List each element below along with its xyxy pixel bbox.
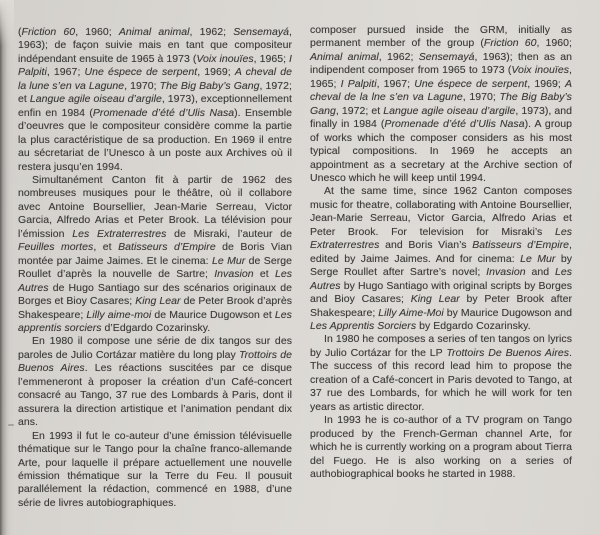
- work-title-italic: Feuilles mortes: [18, 241, 94, 254]
- body-text: , 1972; et: [18, 79, 292, 106]
- body-text: , 1969;: [527, 77, 565, 90]
- body-text: , 1962;: [378, 50, 419, 63]
- work-title-italic: Une éspece de serpent: [84, 66, 198, 79]
- work-title-italic: Voix inouïes: [196, 52, 254, 65]
- body-text: de Hugo Santiago sur des scénarios originaux de Borges et Bioy Casares;: [18, 281, 292, 308]
- work-title-italic: Lilly aime-moi: [86, 308, 152, 321]
- body-text: , 1963); de façon suivie mais en tant que compositeur indépendant ensuite de 1965 à 1973 (: [18, 26, 292, 65]
- work-title-italic: Une éspece de serpent: [414, 77, 528, 90]
- body-text: In 1993 he is co-author of a TV program on Tango produced by the French-German channel Arte, for which he is currently working on a program about Tierra del Fuego. He is also working on a series of authobiographical books he started in 1988.: [310, 414, 572, 480]
- work-title-italic: The Big Baby’s Gang: [310, 91, 572, 117]
- work-title-italic: Les Apprentis Sorciers: [310, 319, 417, 332]
- work-title-italic: A cheval de la lune s’en va Lagune: [18, 66, 292, 92]
- scan-edge-shadow: [0, 0, 14, 535]
- work-title-italic: Batisseurs d’Empire: [118, 241, 216, 254]
- body-text: , 1960;: [75, 26, 119, 38]
- left-column-french-text: [18, 26, 292, 510]
- body-text: , 1967;: [46, 66, 85, 79]
- body-text: En 1980 il compose une série de dix tangos sur des paroles de Julio Cortázar matière du long play: [18, 335, 292, 361]
- body-text: composer pursued inside the GRM, initially as permanent member of the group (: [310, 24, 572, 50]
- body-text: de Boris Vian montée par Jaime Jaimes. Et le cinema:: [18, 241, 292, 267]
- body-text: de Misraki, l’auteur de: [166, 227, 292, 240]
- paragraph: [18, 26, 292, 174]
- body-text: , 1965;: [310, 64, 572, 90]
- paragraph: [310, 333, 572, 414]
- body-text: Simultanément Canton fit à partir de 1962 des nombreuses musiques pour le théâtre, où il collabore avec Antoine Boursellier, Jean-Marie Serreau, Victor Garcia, Alfredo Arias et Peter Brook. La télévision pour l’émission: [18, 173, 292, 240]
- work-title-italic: Batisseurs d’Empire: [472, 239, 570, 252]
- work-title-italic: Les Extraterrestres: [310, 225, 572, 252]
- work-title-italic: Le Mur: [211, 254, 246, 267]
- body-text: de Maurice Dugowson et: [151, 308, 275, 321]
- body-text: , 1973), and finally in 1984 (: [310, 104, 572, 131]
- body-text: ). Ensemble d’oeuvres que le compositeur considère comme la partie la plus caractéristique de sa production. En 1969 il entre au sécretariat de l’Unesco à un poste aux Archives où il restera jusqu’en 1994.: [18, 106, 293, 173]
- work-title-italic: Friction 60: [21, 26, 76, 38]
- work-title-italic: Trottoirs de Buenos Aires: [18, 348, 292, 375]
- body-text: de Peter Brook d’après Shakespeare;: [18, 295, 292, 321]
- work-title-italic: Langue agile oiseau d’argile: [383, 104, 516, 117]
- body-text: , 1960;: [536, 37, 572, 50]
- body-text: , 1973), exceptionnellement enfin en 1984 (: [18, 93, 292, 119]
- body-text: de Serge Roullet d’après la nouvelle de Sartre;: [18, 254, 292, 281]
- body-text: by Edgardo Cozarinsky.: [416, 319, 531, 332]
- body-text: by Peter Brook after Shakespeare;: [310, 293, 573, 319]
- body-text: , et: [93, 241, 119, 254]
- work-title-italic: King Lear: [135, 295, 181, 308]
- work-title-italic: Sensemayá: [233, 26, 290, 38]
- body-text: , 1965;: [253, 52, 290, 65]
- work-title-italic: Les Autres: [18, 268, 292, 294]
- scan-edge-shadow-fade: [0, 0, 14, 46]
- body-text: ). A group of works which the composer considers as his most typical compositions. In 1969 he accepts an appointment as a secretary at the Archive section of Unesco which he will keep until 1994.: [310, 118, 572, 184]
- body-text: . The success of this record lead him to propose the creation of a Café-concert in Paris devoted to Tango, at 37 rue des Lombards, for which he will work for ten years as artistic director.: [310, 346, 572, 413]
- work-title-italic: Promenade d’été d’Ulis Nasa: [92, 106, 235, 119]
- paragraph: [310, 185, 572, 333]
- body-text: (: [18, 26, 22, 38]
- body-text: In 1980 he composes a series of ten tangos on lyrics by Julio Cortázar for the LP: [310, 333, 572, 359]
- work-title-italic: A cheval de la lne s’en va Lagune: [310, 77, 572, 104]
- work-title-italic: I Palpiti: [18, 52, 292, 79]
- work-title-italic: Friction 60: [483, 37, 537, 50]
- work-title-italic: Invasion: [486, 266, 526, 279]
- body-text: , 1970;: [124, 79, 160, 92]
- body-text: . Les réactions suscitées par ce disque l’emmeneront à proposer la création d’un Café-concert consacré au Tango, 37 rue des Lombards à Paris, dont il assurera la direction artistique et l’animation pendant dix ans.: [18, 362, 292, 429]
- paragraph: [18, 335, 292, 429]
- work-title-italic: Le Mur: [520, 252, 556, 265]
- paragraph: [310, 414, 572, 481]
- work-title-italic: Invasion: [214, 268, 254, 281]
- body-text: , 1962;: [189, 26, 234, 38]
- work-title-italic: Trottoirs De Buenos Aires: [446, 346, 570, 359]
- work-title-italic: Les Extraterrestres: [72, 227, 167, 240]
- body-text: , 1967;: [376, 77, 415, 90]
- body-text: and Boris Vian’s: [379, 239, 473, 252]
- body-text: by Hugo Santiago with original scripts by Borges and Bioy Casares;: [310, 279, 572, 306]
- body-text: , 1970;: [462, 91, 500, 104]
- body-text: At the same time, since 1962 Canton composes music for theatre, collaborating with Antoine Boursellier, Jean-Marie Serreau, Victor Garcia, Alfredo Arias et Peter Brook. For television for Misraki’s: [310, 185, 572, 238]
- work-title-italic: Animal animal: [118, 26, 190, 38]
- body-text: and: [525, 266, 555, 279]
- body-text: by Maurice Dugowson and: [443, 306, 573, 319]
- work-title-italic: The Big Baby’s Gang: [159, 79, 260, 92]
- body-text: et: [253, 268, 275, 281]
- work-title-italic: Promenade d’été d’Ulis Nasa: [384, 118, 525, 131]
- work-title-italic: Les Autres: [310, 266, 572, 292]
- body-text: by Serge Roullet after Sartre’s novel;: [310, 252, 572, 279]
- body-text: d’Edgardo Cozarinsky.: [101, 321, 211, 334]
- work-title-italic: Lilly Aime-Moi: [378, 306, 444, 319]
- scan-scratch-mark: [8, 424, 14, 426]
- paragraph: [310, 24, 572, 185]
- work-title-italic: I Palpiti: [340, 77, 377, 90]
- body-text: En 1993 il fut le co-auteur d’une émission télévisuelle thématique sur le Tango pour la chaîne franco-allemande Arte, pour laquelle il prépare actuellement une nouvelle émission thématique sur la Terre du Feu. Il pousuit parallélement la rédaction, commencé en 1988, d’une série de livres autobiographiques.: [18, 429, 292, 509]
- work-title-italic: Voix inouïes: [511, 64, 570, 77]
- body-text: , edited by Jaime Jaimes. And for cinema:: [310, 239, 572, 265]
- work-title-italic: Sensemayá: [418, 50, 475, 63]
- body-text: , 1972; et: [335, 104, 384, 117]
- right-column-english-text: [310, 24, 572, 481]
- body-text: , 1969;: [197, 66, 235, 79]
- work-title-italic: Langue agile oiseau d’argile: [29, 93, 162, 106]
- work-title-italic: Les apprentis sorciers: [18, 308, 292, 334]
- work-title-italic: King Lear: [410, 293, 460, 306]
- paragraph: [18, 174, 292, 335]
- paragraph: [18, 430, 292, 511]
- body-text: , 1963); then as an indipendent composer from 1965 to 1973 (: [310, 50, 572, 77]
- work-title-italic: Animal animal: [310, 50, 379, 63]
